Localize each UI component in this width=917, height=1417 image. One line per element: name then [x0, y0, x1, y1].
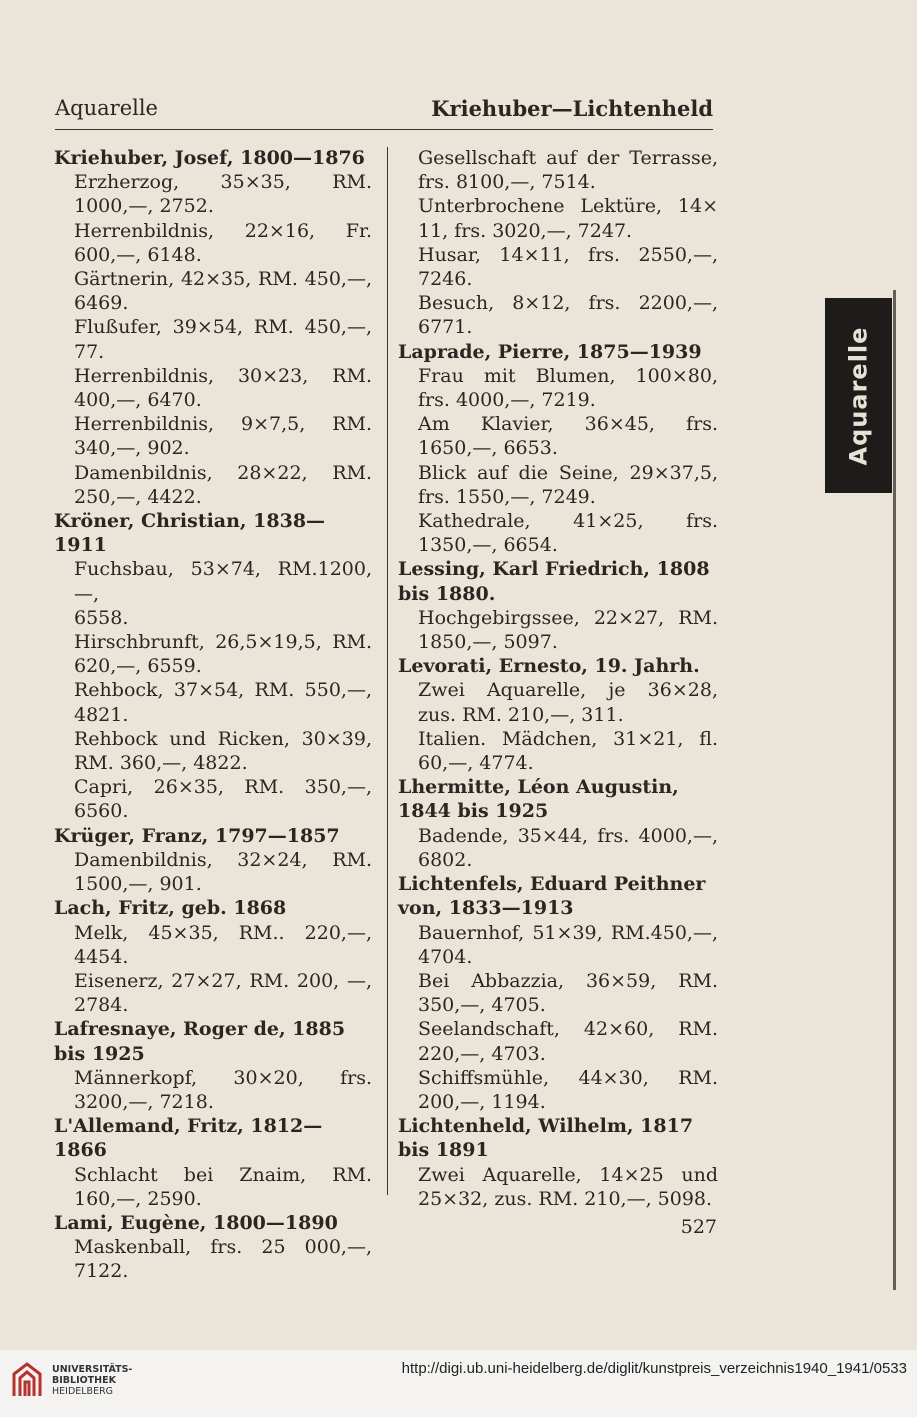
artwork-entry-line: 4454. — [74, 945, 129, 968]
artist-heading: Lichtenfels, Eduard Peithner von, 1833—1913 — [398, 873, 706, 920]
artwork-entry-line: Hochgebirgssee, 22×27, RM. — [418, 606, 718, 629]
artwork-entry-line: Herrenbildnis, 30×23, RM. — [74, 364, 372, 387]
header-rule — [55, 129, 713, 130]
artwork-entry-line: Herrenbildnis, 22×16, Fr. — [74, 219, 372, 242]
artwork-entry-line: Schlacht bei Znaim, RM. — [74, 1163, 372, 1186]
artwork-entry-line: Flußufer, 39×54, RM. 450,—, — [74, 316, 372, 339]
logo-line-3: HEIDELBERG — [52, 1386, 114, 1397]
artwork-entry-line: 1500,—, 901. — [74, 873, 202, 896]
artwork-entry-line: Schiffsmühle, 44×30, RM. — [418, 1066, 718, 1089]
artwork-entry-line: Badende, 35×44, frs. 4000,—, — [418, 824, 718, 847]
artwork-entry-line: Am Klavier, 36×45, frs. — [418, 413, 718, 436]
artist-heading: Levorati, Ernesto, 19. Jahrh. — [398, 655, 700, 678]
artwork-entry-line: Kathedrale, 41×25, frs. — [418, 510, 718, 533]
university-library-logo-icon — [10, 1360, 44, 1400]
artwork-entry-line: 1650,—, 6653. — [418, 437, 558, 460]
artwork-entry-line: Unterbrochene Lektüre, 14× — [418, 195, 718, 218]
artwork-entry-line: Maskenball, frs. 25 000,—, — [74, 1236, 372, 1259]
artwork-entry-line: 4704. — [418, 945, 473, 968]
artwork-entry-line: RM. 360,—, 4822. — [74, 752, 248, 775]
artwork-entry-line: Erzherzog, 35×35, RM. — [74, 171, 372, 194]
artwork-entry-line: 7122. — [74, 1260, 129, 1283]
artwork-entry-line: 6558. — [74, 606, 129, 629]
artist-heading: Lichtenheld, Wilhelm, 1817 bis 1891 — [398, 1115, 694, 1162]
artwork-entry-line: Herrenbildnis, 9×7,5, RM. — [74, 413, 372, 436]
artwork-entry-line: Eisenerz, 27×27, RM. 200, —, — [74, 969, 372, 992]
artwork-entry-line: Gesellschaft auf der Terrasse, — [418, 147, 718, 169]
artwork-entry-line: Damenbildnis, 28×22, RM. — [74, 461, 372, 484]
artist-heading: Lafresnaye, Roger de, 1885 bis 1925 — [54, 1018, 346, 1065]
artwork-entry-line: Hirschbrunft, 26,5×19,5, RM. — [74, 631, 372, 654]
artwork-entry-line: Frau mit Blumen, 100×80, — [418, 364, 718, 387]
column-divider — [387, 147, 388, 1195]
artwork-entry-line: 1350,—, 6654. — [418, 534, 558, 557]
running-header — [55, 96, 713, 126]
artwork-entry-line: Italien. Mädchen, 31×21, fl. — [418, 727, 718, 750]
artist-heading: Lessing, Karl Friedrich, 1808 bis 1880. — [398, 558, 710, 605]
artist-heading: Kröner, Christian, 1838—1911 — [54, 510, 326, 557]
right-column — [398, 146, 718, 1211]
artwork-entry-line: 250,—, 4422. — [74, 485, 202, 508]
page-edge-shadow — [893, 290, 896, 1290]
artist-heading: Lami, Eugène, 1800—1890 — [54, 1211, 338, 1234]
artwork-entry-line: 6469. — [74, 292, 129, 315]
artwork-entry-line: Melk, 45×35, RM.. 220,—, — [74, 921, 372, 944]
artist-heading: Laprade, Pierre, 1875—1939 — [398, 340, 702, 363]
artwork-entry-line: frs. 4000,—, 7219. — [418, 389, 596, 412]
artwork-entry-line: 350,—, 4705. — [418, 994, 546, 1017]
artwork-entry-line: Bei Abbazzia, 36×59, RM. — [418, 969, 718, 992]
artwork-entry-line: Gärtnerin, 42×35, RM. 450,—, — [74, 268, 372, 291]
logo-line-1: UNIVERSITÄTS- — [52, 1364, 133, 1375]
artwork-entry-line: frs. 8100,—, 7514. — [418, 171, 596, 194]
artwork-entry-line: 6560. — [74, 800, 129, 823]
page-number: 527 — [680, 1216, 717, 1238]
artwork-entry-line: 2784. — [74, 994, 129, 1017]
artwork-entry-line: 160,—, 2590. — [74, 1187, 202, 1210]
artwork-entry-line: 3200,—, 7218. — [74, 1090, 214, 1113]
artwork-entry-line: 6802. — [418, 848, 473, 871]
thumb-index-label: Aquarelle — [844, 326, 873, 465]
left-column — [54, 146, 372, 1284]
artwork-entry-line: 4821. — [74, 703, 129, 726]
artwork-entry-line: Zwei Aquarelle, je 36×28, — [418, 679, 718, 702]
permalink-url[interactable]: http://digi.ub.uni-heidelberg.de/diglit/kunstpreis_verzeichnis1940_1941/0533 — [401, 1360, 907, 1377]
artwork-entry-line: 220,—, 4703. — [418, 1042, 546, 1065]
artwork-entry-line: Bauernhof, 51×39, RM.450,—, — [418, 921, 718, 944]
artwork-entry-line: 400,—, 6470. — [74, 389, 202, 412]
artwork-entry-line: 200,—, 1194. — [418, 1090, 546, 1113]
artwork-entry-line: 1000,—, 2752. — [74, 195, 214, 218]
artwork-entry-line: 1850,—, 5097. — [418, 631, 558, 654]
artwork-entry-line: 25×32, zus. RM. 210,—, 5098. — [418, 1187, 713, 1210]
artwork-entry-line: 600,—, 6148. — [74, 243, 202, 266]
artwork-entry-line: Capri, 26×35, RM. 350,—, — [74, 776, 372, 799]
artist-heading: Kriehuber, Josef, 1800—1876 — [54, 147, 365, 169]
artwork-entry-line: frs. 1550,—, 7249. — [418, 485, 596, 508]
artwork-entry-line: Rehbock und Ricken, 30×39, — [74, 727, 372, 750]
artwork-entry-line: Zwei Aquarelle, 14×25 und — [418, 1163, 718, 1186]
header-section-title: Aquarelle — [55, 96, 158, 120]
artwork-entry-line: Rehbock, 37×54, RM. 550,—, — [74, 679, 372, 702]
logo-line-2: BIBLIOTHEK — [52, 1375, 116, 1386]
artwork-entry-line: Besuch, 8×12, frs. 2200,—, — [418, 292, 718, 315]
library-logo-text — [52, 1364, 132, 1397]
artwork-entry-line: 77. — [74, 340, 105, 363]
artwork-entry-line: 340,—, 902. — [74, 437, 190, 460]
artwork-entry-line: 620,—, 6559. — [74, 655, 202, 678]
artwork-entry-line: 7246. — [418, 268, 473, 291]
artwork-entry-line: 11, frs. 3020,—, 7247. — [418, 219, 633, 242]
artwork-entry-line: 60,—, 4774. — [418, 752, 534, 775]
artist-heading: Krüger, Franz, 1797—1857 — [54, 824, 340, 847]
thumb-index-tab — [825, 298, 892, 493]
artist-heading: L'Allemand, Fritz, 1812—1866 — [54, 1115, 323, 1162]
artwork-entry-line: Damenbildnis, 32×24, RM. — [74, 848, 372, 871]
header-name-range: Kriehuber—Lichtenheld — [431, 96, 713, 121]
viewer-footer — [0, 1350, 917, 1417]
artwork-entry-line: Seelandschaft, 42×60, RM. — [418, 1018, 718, 1041]
artwork-entry-line: Blick auf die Seine, 29×37,5, — [418, 461, 718, 484]
artist-heading: Lhermitte, Léon Augustin, 1844 bis 1925 — [398, 776, 679, 823]
artist-heading: Lach, Fritz, geb. 1868 — [54, 897, 287, 920]
artwork-entry-line: Männerkopf, 30×20, frs. — [74, 1066, 372, 1089]
artwork-entry-line: zus. RM. 210,—, 311. — [418, 703, 624, 726]
artwork-entry-line: Husar, 14×11, frs. 2550,—, — [418, 243, 718, 266]
artwork-entry-line: 6771. — [418, 316, 473, 339]
artwork-entry-line: Fuchsbau, 53×74, RM.1200,—, — [74, 558, 372, 605]
